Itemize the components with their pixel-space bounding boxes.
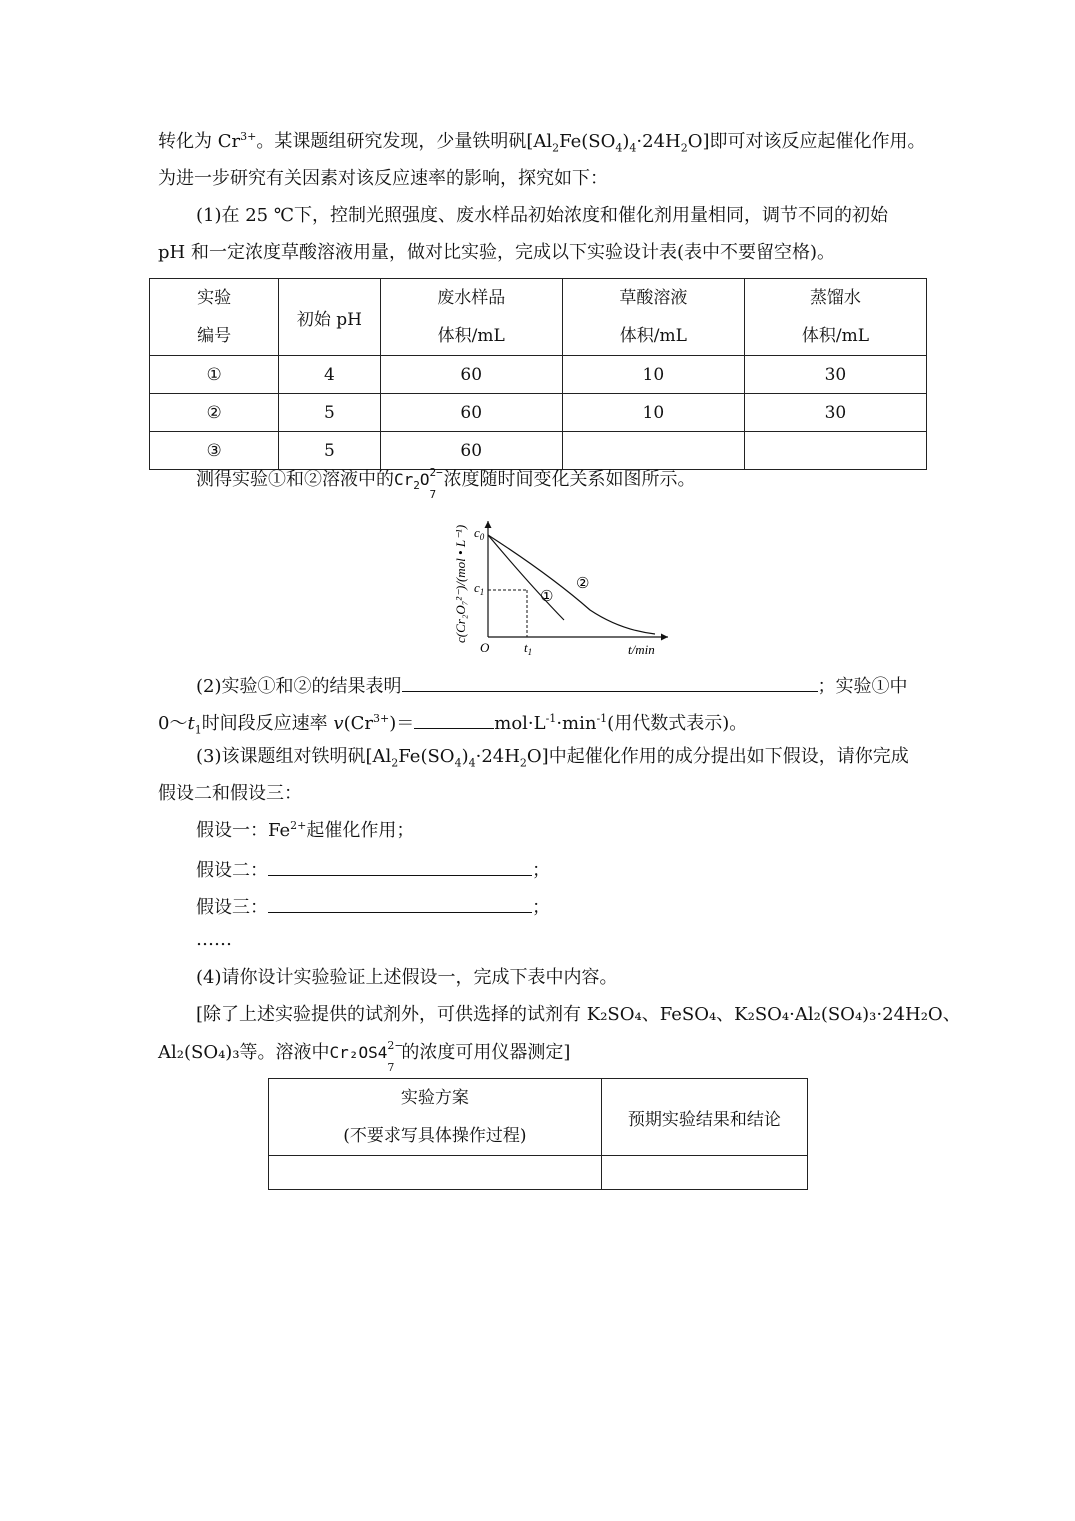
table-row [150,432,927,470]
text: ；实验①中 [817,676,908,697]
q4-line-2: [除了上述实验提供的试剂外，可供选择的试剂有 K₂SO₄、FeSO₄、K₂SO₄·Al₂(SO₄)₃·24H₂O、 [196,1004,961,1025]
subscript: 1 [194,723,202,737]
text: c [474,525,480,540]
header-cell [744,279,926,356]
text: 假设三： [196,897,268,918]
text: ； [532,860,550,881]
text: 时间段反应速率 [201,713,334,734]
table-row [150,356,927,394]
text: )＝ [389,713,415,734]
q2-line-2 [158,710,747,735]
text: 假设二： [196,860,268,881]
curve-1-label: ① [540,587,554,605]
experiment-design-table [149,278,927,470]
concentration-time-graph [440,515,680,665]
superscript: 3+ [240,130,257,143]
answer-blank[interactable] [268,857,532,876]
text: t [524,640,528,655]
superscript: 3+ [373,712,390,725]
table-row [150,394,927,432]
formula: $Cr_2O$ 2− 7 [394,466,443,501]
header-text: 实验 [197,288,232,308]
table-cell: 30 [744,394,926,432]
table-cell[interactable] [601,1156,807,1190]
subscript: 2 [391,756,399,770]
header-text: 体积/mL [437,326,505,346]
header-cell [380,279,562,356]
text: 。某课题组研究发现，少量铁明矾[Al [256,131,553,152]
text: 起催化作用； [306,820,415,841]
subscript: 4 [468,756,476,770]
text: (3)该课题组对铁明矾[Al [196,746,392,767]
q4-line-1: (4)请你设计实验验证上述假设一，完成下表中内容。 [196,967,618,988]
text: v [333,713,344,734]
answer-blank[interactable] [268,894,532,913]
text: 假设一：Fe [196,820,291,841]
hypothesis-1 [196,820,414,842]
text: O]即可对该反应起催化作用。 [687,131,926,152]
header-text: 体积/mL [619,326,687,346]
header-text: 编号 [197,326,232,346]
text: 转化为 Cr [158,131,241,152]
q3-line-1 [196,746,909,768]
hypothesis-2 [196,857,550,882]
subscript: 0 [479,532,485,542]
header-cell [150,279,279,356]
table-row [269,1156,808,1190]
q1-line-2: pH 和一定浓度草酸溶液用量，做对比实验，完成以下实验设计表(表中不要留空格)。 [158,242,835,263]
header-text: 蒸馏水 [809,288,861,308]
table-cell: 5 [279,432,380,470]
text: ) [622,131,630,152]
ellipsis: …… [196,929,232,950]
table-cell: ① [150,356,279,394]
text: (用代数式表示)。 [607,713,748,734]
table-cell: ② [150,394,279,432]
header-text: 体积/mL [801,326,869,346]
c0-label [474,525,485,542]
t1-label [524,640,532,657]
verification-table [268,1078,808,1190]
curve-2-label: ② [576,574,590,592]
text: Fe(SO [398,746,455,767]
text: 测得实验①和②溶液中的 [196,469,394,490]
text: ·24H [475,746,520,767]
header-cell [279,279,380,356]
table-cell: 10 [562,394,744,432]
c1-label [474,580,484,597]
x-axis-label: t/min [628,642,655,657]
subscript: 1 [527,647,533,657]
superscript: 2+ [290,819,307,832]
table-cell [744,432,926,470]
text: 0～ [158,713,188,734]
text: c [474,580,480,595]
answer-blank[interactable] [402,673,818,692]
curve-2 [488,535,655,634]
subscript: 4 [629,141,637,155]
subscript: 2 [552,141,560,155]
subscript: 4 [615,141,623,155]
curve-1 [488,535,564,620]
text: Cr [394,470,414,489]
subscript: 2 [680,141,688,155]
header-cell [562,279,744,356]
subscript: 4 [454,756,462,770]
text: O]中起催化作用的成分提出如下假设，请你完成 [526,746,909,767]
q2-line-1 [196,673,908,698]
table-header-row [150,279,927,356]
text: ) [461,746,469,767]
text: ； [532,897,550,918]
text: 浓度随时间变化关系如图所示。 [443,469,696,490]
text: ·min [556,713,597,734]
intro-line-1 [158,131,926,153]
table-cell: 60 [380,356,562,394]
table-cell: 10 [562,356,744,394]
text: Al₂(SO₄)₃等。溶液中 [158,1042,330,1063]
table-cell: 30 [744,356,926,394]
intro-line-2: 为进一步研究有关因素对该反应速率的影响，探究如下： [158,168,608,189]
subscript: 2 [519,756,527,770]
superscript: -1 [596,712,608,725]
text: 的浓度可用仪器测定] [401,1042,571,1063]
origin-label: O [480,640,490,655]
superscript: -1 [545,712,557,725]
table-cell [562,432,744,470]
text: (2)实验①和②的结果表明 [196,676,402,697]
answer-blank[interactable] [414,710,494,729]
header-text: 初始 pH [296,309,363,330]
y-axis-label: c(Cr₂O₇²⁻)/(mol • L⁻¹) [453,524,468,643]
table-header-row [269,1079,808,1156]
header-text: (不要求写具体操作过程) [343,1126,527,1146]
subscript: 2 [413,479,420,493]
text: Fe(SO [559,131,616,152]
q4-line-3: Al₂(SO₄)₃等。溶液中Cr₂OS4 2− 7 的浓度可用仪器测定] [158,1039,571,1074]
formula: Cr₂OS4 [329,1043,388,1062]
header-cell: 预期实验结果和结论 [601,1079,807,1156]
header-text: 废水样品 [437,288,506,308]
table-cell: 4 [279,356,380,394]
header-cell [269,1079,602,1156]
table-cell: ③ [150,432,279,470]
text: (Cr [343,713,373,734]
q3-line-2: 假设二和假设三： [158,783,302,804]
table-cell: 60 [380,432,562,470]
table-cell: 60 [380,394,562,432]
table-cell: 5 [279,394,380,432]
text: O [419,470,430,489]
text: mol·L [494,713,546,734]
text: ·24H [636,131,681,152]
header-text: 实验方案 [400,1088,469,1108]
header-text: 草酸溶液 [619,288,688,308]
hypothesis-3 [196,894,550,919]
measure-line [196,466,696,501]
text: t [187,713,195,734]
q1-line-1: (1)在 25 ℃下，控制光照强度、废水样品初始浓度和催化剂用量相同，调节不同的初始 [196,205,888,226]
table-cell[interactable] [269,1156,602,1190]
subscript: 1 [479,587,485,597]
